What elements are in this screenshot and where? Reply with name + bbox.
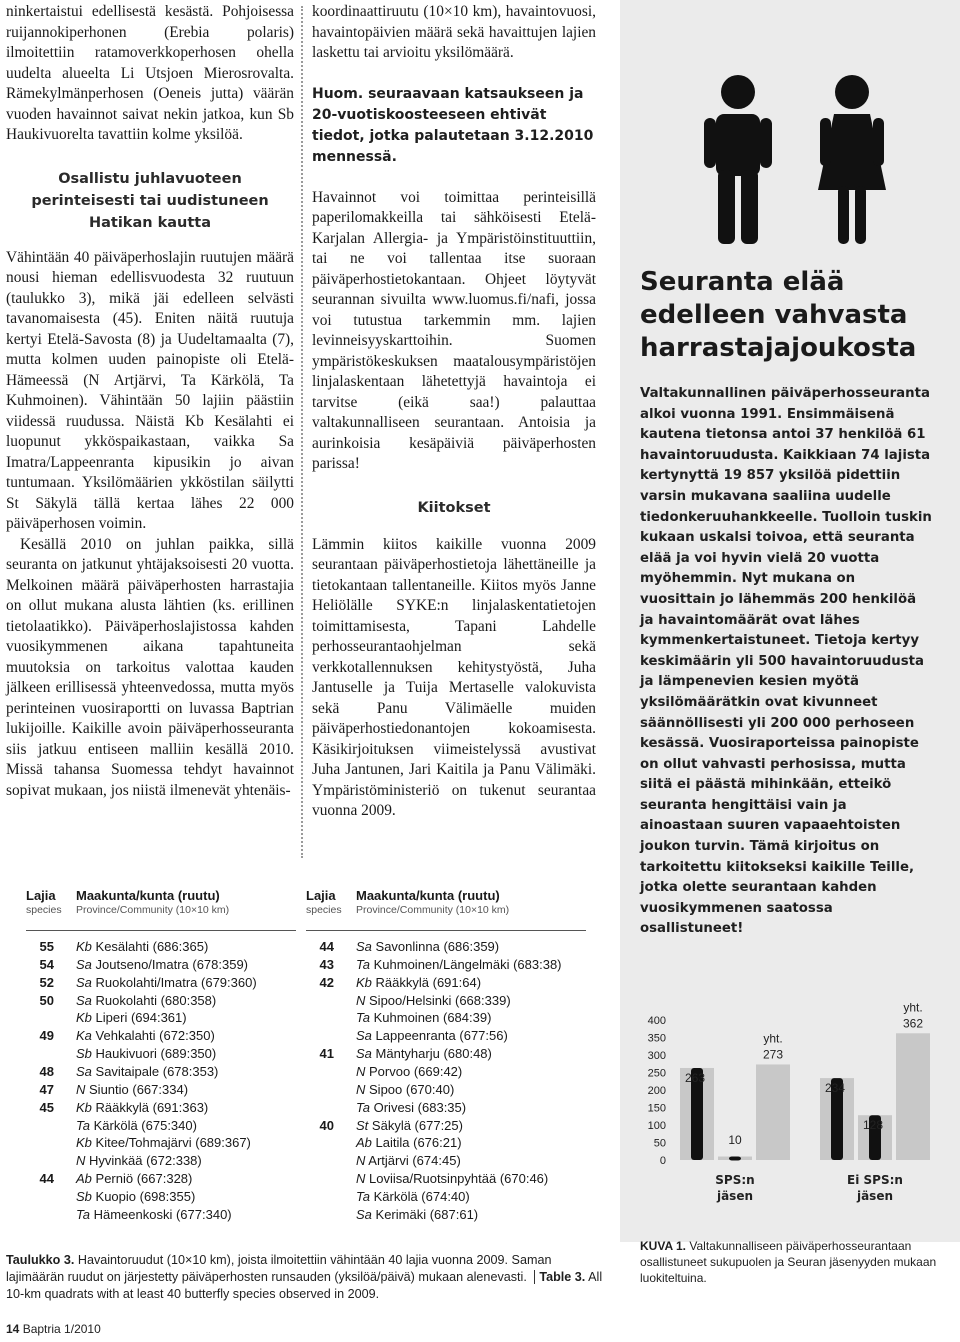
quadrat-place [76,1045,216,1062]
province-abbr: Ta [76,1117,90,1133]
quadrat-place [356,956,562,973]
region-label: Maakunta/kunta (ruutu) [76,888,220,903]
region-label-en: Province/Community (10×10 km) [76,904,230,916]
table-right-header-species [306,888,342,917]
table-3 [0,884,600,1244]
community-name: Liperi (694:361) [95,1010,187,1026]
bar-value-label: 10 [728,1133,742,1147]
quadrat-place [76,1063,218,1080]
quadrat-place [76,974,257,991]
table-row [296,1188,596,1205]
quadrat-place [356,1081,454,1098]
info-title-line2: edelleen vahvasta [640,300,908,330]
community-name: Kuhmoinen (684:39) [373,1010,492,1026]
community-name: Kuhmoinen/Längelmäki (683:38) [373,956,562,972]
y-tick-label: 0 [659,1155,666,1167]
left-column [6,0,294,801]
bar-total-prefix: yht. [763,1031,783,1046]
figure-caption [640,1238,940,1286]
species-count: 41 [319,1046,334,1062]
quadrat-place [356,1063,462,1080]
left-para1: Vähintään 40 päiväperhoslajin ruutujen määrä nousi hieman edellisvuodesta 32 ruutuun (taulukko 3), mikä jäi edelleen selvästi tavanomaisesta (45). Eniten näitä ruutuja kertyi Etelä-Savosta (8) ja Uudeltamaalta (7), mutta kolmen uuden painopiste oli Etelä-Hämeessä (N Artjärvi, Ta Kärkölä, Ta Kuhmoinen). Vähintään 50 lajiin päästiin viidessä ruudussa. Näistä Kb Kesälahti ei luopunut ykköspaikastaan, vaikka Sa Imatra/Lappeenranta kipusikin jo aivan tuntumaan. Yksilömäärien ykköstilan säilytti St Säkylä tällä kertaa lähes 22 000 päiväperhosen voimin. [6,248,294,532]
province-abbr: Ab [356,1135,372,1151]
quadrat-place [356,1170,548,1187]
species-count: 54 [39,956,54,972]
province-abbr: Sa [76,1063,92,1079]
province-abbr: St [356,1117,369,1133]
chart-bar [756,1064,790,1160]
species-count: 50 [39,992,54,1008]
community-name: Säkylä (677:25) [371,1117,463,1133]
province-abbr: Sa [356,1028,372,1044]
province-abbr: Ta [76,1206,90,1222]
table-row [6,956,306,973]
quadrat-place [76,1188,195,1205]
caption-text-en: All 10-km quadrats with at least 40 butterfly species observed in 2009. [6,1270,603,1301]
community-name: Laitila (676:21) [375,1135,462,1151]
table-row [6,1134,306,1151]
table-row [6,1081,306,1098]
info-title-line3: harrastajajoukosta [640,333,917,363]
table-row [296,1009,596,1026]
quadrat-place [76,1206,232,1223]
table-right-rule [306,930,586,931]
province-abbr: Sb [76,1188,92,1204]
community-name: Haukivuori (689:350) [95,1046,217,1062]
mid-para3: Lämmin kiitos kaikille vuonna 2009 seurantaan päiväperhostietoja lähettäneille ja tietokantaan tallentaneille. Kiitos myös Janne Heliölälle SYKE:n linjalaskentatietojen toimittamisesta, Tapani Lahdelle perhosseurantaohjelman sekä verkkotallennuksen kehitystyöstä, Juha Jantuselle ja Tuija Mertaselle valokuvista sekä Panu Välimäelle muiden päiväperhostiedonantojen kokoamisesta. Käsikirjoituksen viimeistelyssä avustivat Juha Jantunen, Jari Kaitila ja Panu Välimäki. Ympäristöministeriö on tukenut seurantaa vuonna 2009. [312,535,596,819]
table-row [296,956,596,973]
caption-label: Taulukko 3. [6,1253,75,1267]
bar-value-label: 128 [862,1118,884,1133]
info-box [620,0,960,1242]
table-left-header-region [76,888,229,917]
table-row [296,1081,596,1098]
table-left-rule [26,930,296,931]
province-abbr: Kb [76,1010,92,1026]
species-count: 44 [319,939,334,954]
region-label-en: Province/Community (10×10 km) [356,904,510,916]
quadrat-place [76,1009,187,1026]
table-row [296,1206,596,1223]
figure-label: KUVA 1. [640,1239,687,1253]
community-name: Siuntio (667:334) [89,1081,189,1097]
species-count: 55 [39,939,54,954]
middle-column [312,0,596,822]
quadrat-place [356,1099,466,1116]
table-row [296,1134,596,1151]
community-name: Vehkalahti (672:350) [95,1028,215,1044]
table-row [6,1027,306,1044]
quadrat-place [76,956,248,973]
community-name: Kesälahti (686:365) [95,939,209,954]
quadrat-place [356,1117,463,1134]
community-name: Kärkölä (674:40) [373,1188,470,1204]
community-name: Rääkkylä (691:64) [375,974,482,990]
table-row [296,1027,596,1044]
bar-value-label: 362 [902,1016,924,1031]
people-icons [620,0,960,260]
table-row [296,974,596,991]
species-count: 45 [39,1099,54,1115]
table-row [296,1099,596,1116]
community-name: Savonlinna (686:359) [375,939,500,954]
table-right-header-region [356,888,509,917]
province-abbr: Kb [76,939,92,954]
quadrat-place [356,1152,461,1169]
province-abbr: Ta [356,956,370,972]
bar-value-label: 273 [762,1047,784,1062]
table-row [6,938,306,955]
community-name: Sipoo (670:40) [369,1081,455,1097]
table-row [296,1152,596,1169]
community-name: Hyvinkää (672:338) [89,1153,202,1169]
province-abbr: N [356,992,366,1008]
province-abbr: Kb [76,1099,92,1115]
y-tick-label: 300 [647,1050,666,1062]
community-name: Kitee/Tohmajärvi (689:367) [95,1135,251,1151]
quadrat-place [76,1134,251,1151]
community-name: Loviisa/Ruotsinpyhtää (670:46) [369,1171,549,1187]
table-row [6,1045,306,1062]
community-name: Kerimäki (687:61) [375,1206,479,1222]
table-row [296,1117,596,1134]
mid-heading-kiitokset: Kiitokset [417,499,491,516]
province-abbr: N [76,1081,86,1097]
bar-value-label: 263 [684,1070,706,1085]
left-heading-line1: Osallistu juhlavuoteen [58,170,242,187]
left-para2: Kesällä 2010 on juhlan paikka, sillä seuranta on jatkunut yhtäjaksoisesti 20 vuotta. Melkoinen määrä päiväperhosten harrastajia on ollut mukana alusta lähtien (ks. erillinen tietolaatikko). Päiväperhoslajistossa kahden vuosikymmenen aikana tapahtuneita muutoksia on tarkoitus valottaa kauden jälkeen erillisessä yhteenvedossa, mutta myös perinteinen vuosiraportti on luvassa Baptrian lukijoille. Kaikille avoin päiväperhosseuranta siis jatkuu entiseen malliin kesällä 2010. Missä tahansa Suomessa tehdyt havainnot sopivat mukaan, jos niistä ilmenevät yhtenäis- [6,535,294,799]
community-name: Rääkkylä (691:363) [95,1099,209,1115]
quadrat-place [76,1152,202,1169]
table-row [6,1152,306,1169]
community-name: Hämeenkoski (677:340) [93,1206,232,1222]
caption-label-en: Table 3. [539,1270,586,1284]
province-abbr: N [356,1171,366,1187]
woman-icon [818,75,886,244]
quadrat-place [76,1081,188,1098]
table-row [6,1063,306,1080]
table-row [6,1206,306,1223]
species-label: Lajia [306,888,336,903]
info-title-line1: Seuranta elää [640,267,845,297]
species-label: Lajia [26,888,56,903]
species-label-en: species [26,904,62,916]
woman-figure-icon [729,1157,741,1161]
quadrat-place [356,1188,470,1205]
quadrat-place [76,1170,192,1187]
table-row [6,1009,306,1026]
table-row [6,1099,306,1116]
publication-name: Baptria 1/2010 [22,1322,101,1336]
region-label: Maakunta/kunta (ruutu) [356,888,500,903]
community-name: Savitaipale (678:353) [95,1063,219,1079]
category-label: SPS:n [715,1173,755,1187]
quadrat-place [76,992,216,1009]
community-name: Orivesi (683:35) [373,1099,467,1115]
quadrat-place [356,1045,492,1062]
table-row [6,1170,306,1187]
community-name: Sipoo/Helsinki (668:339) [369,992,511,1008]
table-row [296,938,596,955]
quadrat-place [356,1027,508,1044]
y-tick-label: 250 [647,1067,666,1080]
table-row [6,992,306,1009]
page-number: 14 [6,1322,20,1336]
quadrat-place [76,1117,197,1134]
mid-note: Huom. seuraavaan katsaukseen ja 20-vuotiskoosteeseen ehtivät tiedot, jotka palautetaan 3.12.2010 mennessä. [312,85,594,165]
y-tick-label: 400 [647,1015,666,1027]
man-icon [704,75,772,244]
province-abbr: N [356,1063,366,1079]
species-count: 52 [39,974,54,990]
page-footer [6,1322,101,1336]
province-abbr: Sa [356,939,372,954]
province-abbr: Sa [76,992,92,1008]
category-label: Ei SPS:n [847,1173,903,1187]
column-separator [301,6,303,858]
community-name: Mäntyharju (680:48) [375,1046,492,1062]
province-abbr: Ab [76,1171,92,1187]
province-abbr: N [76,1153,86,1169]
province-abbr: Sa [356,1046,372,1062]
table-row [296,1170,596,1187]
figure-text: Valtakunnalliseen päiväperhosseurantaan osallistuneet sukupuolen ja Seuran jäsenyyden mukaan luokiteltuina. [640,1239,937,1285]
species-count: 40 [319,1117,334,1133]
y-tick-label: 50 [653,1137,666,1150]
left-body [6,248,294,802]
province-abbr: Sb [76,1046,92,1062]
community-name: Joutseno/Imatra (678:359) [95,956,249,972]
province-abbr: Kb [76,1135,92,1151]
province-abbr: Sa [76,974,92,990]
species-label-en: species [306,904,342,916]
table-row [6,974,306,991]
table-row [296,1063,596,1080]
quadrat-place [356,1009,491,1026]
category-label: jäsen [856,1189,894,1203]
y-tick-label: 150 [647,1102,666,1115]
y-tick-label: 350 [647,1032,666,1045]
y-tick-label: 100 [647,1120,666,1132]
membership-chart [620,990,960,1220]
species-count: 44 [39,1171,54,1187]
left-heading-line2: perinteisesti tai uudistuneen [31,192,269,209]
province-abbr: Sa [76,956,92,972]
table-row [296,1045,596,1062]
community-name: Perniö (667:328) [95,1171,193,1187]
community-name: Artjärvi (674:45) [368,1153,461,1169]
species-count: 43 [319,956,334,972]
caption-divider [534,1270,535,1284]
province-abbr: Ta [356,1099,370,1115]
left-heading-line3: Hatikan kautta [88,214,212,231]
quadrat-place [356,1206,478,1223]
table-row [6,1188,306,1205]
y-tick-label: 200 [647,1085,666,1097]
info-box-title [640,266,950,365]
table-row [296,992,596,1009]
left-heading [6,168,294,234]
bar-value-label: 234 [824,1081,846,1096]
table-caption [6,1252,606,1303]
bar-total-prefix: yht. [903,1000,923,1015]
category-label: jäsen [716,1189,754,1203]
province-abbr: N [356,1153,366,1169]
species-count: 42 [319,974,334,990]
chart-bar [896,1033,930,1160]
community-name: Ruokolahti (680:358) [95,992,217,1008]
quadrat-place [76,1099,208,1116]
province-abbr: Sa [356,1206,372,1222]
mid-para2: Havainnot voi toimittaa perinteisillä paperilomakkeilla tai sähköisesti Etelä-Karjalan Allergia- ja Ympäristöinstituuttiin, tai ne voi tallentaa itse suoraan päiväperhostietokantaan. Ohjeet löytyvät seurannan sivuilta www.luomus.fi/nafi, jossa voi tutustua tarkemmin mm. lajien levinneisyyskarttoihin. Suomen ympäristökeskuksen maatalousympäristöjen linjalaskentaan lähetettyjä havaintoja ei tarvitse (eikä saa!) palauttaa valtakunnalliseen seurantaan. Antoisia ja aurinkoisia kesäpäiviä päiväperhosten parissa! [312,188,596,472]
province-abbr: Ka [76,1028,92,1044]
province-abbr: Ta [356,1188,370,1204]
caption-text-fi: Havaintoruudut (10×10 km), joista ilmoitettiin vähintään 40 lajia vuonna 2009. Saman lajimäärän ruudut on järjestetty päiväperhosten runsauden (yksilöä/päivä) mukaan alenevasti. [6,1253,552,1284]
quadrat-place [356,974,481,991]
province-abbr: Ta [356,1010,370,1026]
mid-para1: koordinaattiruutu (10×10 km), havaintovuosi, havaintopäivien määrä sekä havaittujen lajien laskettu tai arvioitu yksilömäärä. [312,3,596,61]
quadrat-place [356,1134,462,1151]
province-abbr: N [356,1081,366,1097]
community-name: Kärkölä (675:340) [93,1117,197,1133]
quadrat-place [76,1027,215,1044]
community-name: Kuopio (698:355) [95,1188,196,1204]
table-left-header-species [26,888,62,917]
quadrat-place [76,938,208,955]
community-name: Ruokolahti/Imatra (679:360) [95,974,257,990]
table-row [6,1117,306,1134]
quadrat-place [356,938,499,955]
species-count: 47 [39,1081,54,1097]
province-abbr: Kb [356,974,372,990]
quadrat-place [356,992,511,1009]
species-count: 49 [39,1028,54,1044]
left-intro-text: ninkertaistui edellisestä kesästä. Pohjoisessa ruijannokiperhonen (Erebia polaris) ilmoitettiin ratamoverkkoperhosen ohella uudelta alueelta Li Utsjoen Mierosrovalta. Rämekylmänperhosen (Oeneis jutta) väärän vuoden havainnot saivat nekin jatkoa, kun Sb Haukivuorelta tavattiin kolme yksilöä. [6,3,294,143]
community-name: Lappeenranta (677:56) [375,1028,508,1044]
species-count: 48 [39,1063,54,1079]
community-name: Porvoo (669:42) [369,1063,463,1079]
info-box-body: Valtakunnallinen päiväperhosseuranta alkoi vuonna 1991. Ensimmäisenä kautena tietonsa antoi 37 henkilöä 61 havaintoruudusta. Kaikkiaan 74 lajista kertynyttä 19 857 yksilöä pidettiin varsin mukavana saaliina uudelle tiedonkeruuhankkeelle. Tuolloin tuskin kukaan uskalsi toivoa, että seuranta elää ja voi hyvin vielä 20 vuotta myöhemmin. Nyt mukana on vuosittain jo lähemmäs 200 henkilöä ja havaintomäärät ovat lähes kymmenkertaistuneet. Tietoja kertyy keskimäärin yli 500 havaintoruudusta ja lämpenevien kesien myötä yksilömäärätkin ovat kivunneet säännöllisesti yli 200 000 perhoseen kesässä. Vuosiraporteissa painopiste on ollut vahvasti perhosissa, mutta siitä ei päästä mihinkään, etteikö seuranta hengittäisi vain ja ainoastaan suuren vapaaehtoisten joukon turvin. Tämä kirjoitus on tarkoitettu kiitokseksi kaikille Teille, jotka olette seurantaan kahden vuosikymmenen saatossa osallistuneet! [640,386,932,937]
